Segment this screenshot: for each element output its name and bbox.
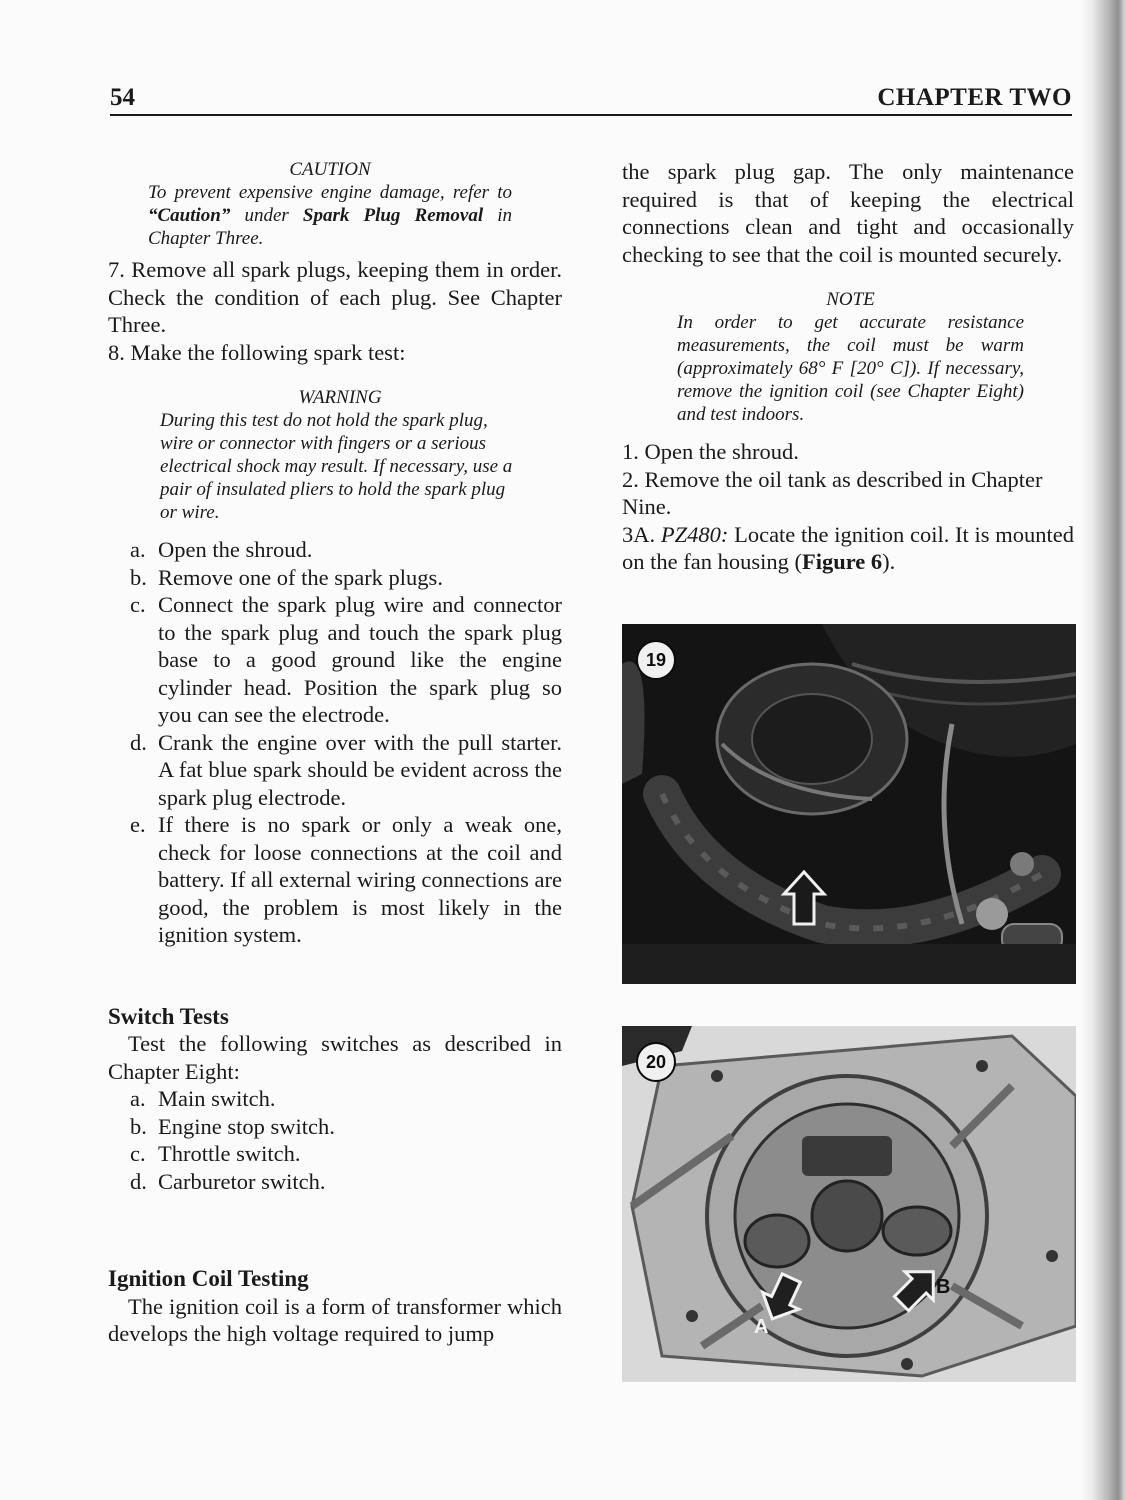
chapter-title: CHAPTER TWO — [877, 84, 1072, 111]
flywheel-housing-illustration — [622, 1026, 1076, 1382]
warning-title: WARNING — [298, 387, 382, 408]
step-8: 8. Make the following spark test: — [108, 339, 406, 365]
switch-tests-intro: Test the following switches as described in Chapter Eight: — [108, 1031, 562, 1084]
warning-text: During this test do not hold the spark plug, wire or connector with fingers or a serious electrical shock may result. If necessary, use a pair of insulated pliers to hold the spark plug or wire. — [160, 410, 513, 523]
ignition-coil-heading: Ignition Coil Testing — [108, 1266, 309, 1291]
label-a: A — [754, 1316, 769, 1338]
right-step-3a: 3A. PZ480: Locate the ignition coil. It is mounted on the fan housing (Figure 6). — [622, 521, 1074, 574]
note-box — [677, 288, 1024, 426]
header-rule — [110, 114, 1072, 116]
spark-step-e: e. If there is no spark or only a weak one, check for loose connections at the coil and battery. If all external wiring connections are good, the problem is most likely in the ignition system. — [130, 812, 562, 947]
label-b: B — [936, 1276, 951, 1298]
figure-19-photo — [622, 624, 1076, 984]
note-title: NOTE — [826, 289, 875, 310]
page-number: 54 — [110, 84, 135, 111]
spark-step-b: b. Remove one of the spark plugs. — [130, 564, 443, 590]
switch-item: d. Carburetor switch. — [130, 1168, 326, 1194]
spark-step-d: d. Crank the engine over with the pull starter. A fat blue spark should be evident across the spark plug electrode. — [130, 729, 562, 810]
step-7: 7. Remove all spark plugs, keeping them in order. Check the condition of each plug. See Chapter Three. — [108, 257, 562, 337]
caution-text: To prevent expensive engine damage, refer to “Caution” under Spark Plug Removal in Chapter Three. — [148, 182, 513, 249]
figure-20-number: 20 — [636, 1042, 676, 1082]
figure-20-photo — [622, 1026, 1076, 1382]
caution-title: CAUTION — [289, 159, 371, 180]
right-column — [622, 158, 1074, 576]
page-header — [110, 84, 1072, 114]
right-step-2: 2. Remove the oil tank as described in Chapter Nine. — [622, 466, 1043, 519]
spark-step-c: c. Connect the spark plug wire and connector to the spark plug and touch the spark plug base to a good ground like the engine cylinder head. Position the spark plug so you can see the electrode. — [130, 592, 562, 727]
engine-photo-illustration — [622, 624, 1076, 984]
switch-item: b. Engine stop switch. — [130, 1113, 335, 1139]
caution-box — [148, 158, 512, 250]
right-step-1: 1. Open the shroud. — [622, 439, 799, 464]
switch-item: a. Main switch. — [130, 1086, 276, 1111]
warning-box — [160, 386, 520, 524]
book-spine-shadow — [1080, 0, 1125, 1500]
coil-continuation-text: the spark plug gap. The only maintenance required is that of keeping the electrical connections clean and tight and occasionally checking to see that the coil is mounted securely. — [622, 159, 1074, 267]
note-text: In order to get accurate resistance measurements, the coil must be warm (approximately 68° F [20° C]). If necessary, remove the ignition coil (see Chapter Eight) and test indoors. — [677, 312, 1024, 425]
switch-item: c. Throttle switch. — [130, 1141, 301, 1166]
ignition-coil-text: The ignition coil is a form of transformer which develops the high voltage required to jump — [108, 1293, 562, 1346]
switch-tests-heading: Switch Tests — [108, 1003, 229, 1029]
spark-step-a: a. Open the shroud. — [130, 537, 313, 562]
left-column — [108, 158, 562, 1348]
figure-19-number: 19 — [636, 640, 676, 680]
